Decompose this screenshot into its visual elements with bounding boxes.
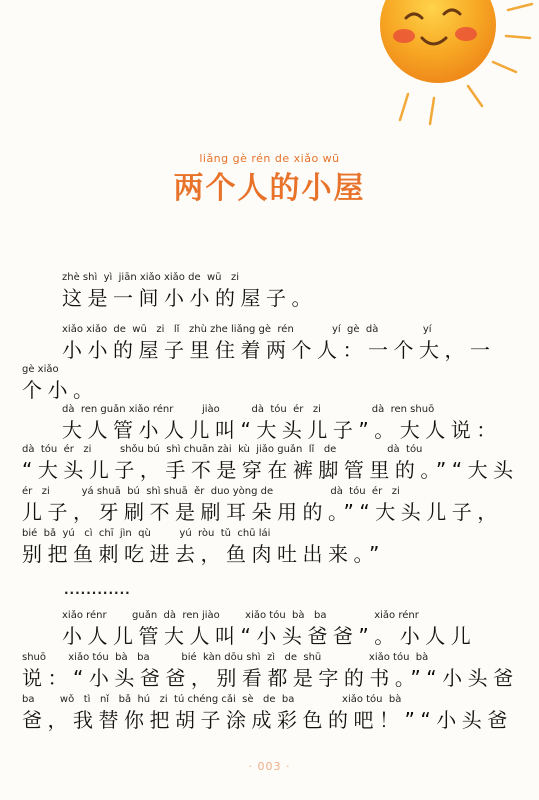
- page-number: · 003 ·: [248, 760, 291, 773]
- line-text: 小人儿管大人叫“小头爸爸”。小人儿: [62, 624, 477, 648]
- story-title: [0, 152, 539, 206]
- line-text: 爸，我替你把胡子涂成彩色的吧！”“小头爸: [22, 708, 513, 732]
- line-text: 小小的屋子里住着两个人：一个大，一: [62, 338, 496, 362]
- line-text: 大人管小人儿叫“大头儿子”。大人说：: [62, 418, 502, 442]
- line-pinyin: zhè shì yì jiān xiǎo xiǎo de wū zi: [62, 272, 240, 283]
- line-text: 个小。: [22, 378, 99, 402]
- title-text: 两个人的小屋: [173, 171, 366, 206]
- line-pinyin: xiǎo xiǎo de wū zi lǐ zhù zhe liǎng gè rén yí gè dà yí: [62, 324, 432, 335]
- line-pinyin: dà ren guǎn xiǎo rénr jiào dà tóu ér zi dà ren shuō: [62, 404, 435, 415]
- line-text: “大头儿子，手不是穿在裤脚管里的。”“大头: [22, 458, 519, 482]
- line-text: 这是一间小小的屋子。: [62, 286, 317, 310]
- line-text: 别把鱼刺吃进去，鱼肉吐出来。”: [22, 542, 385, 566]
- line-text: 儿子，牙刷不是刷耳朵用的。”“大头儿子，: [22, 500, 503, 524]
- line-pinyin: ér zi yá shuā bú shì shuā ěr duo yòng de dà tóu ér zi: [22, 486, 400, 497]
- line-pinyin: bié bǎ yú cì chī jìn qù yú ròu tǔ chū lái: [22, 528, 271, 539]
- line-pinyin: xiǎo rénr guǎn dà ren jiào xiǎo tóu bà ba xiǎo rénr: [62, 610, 419, 621]
- line-text: 说：“小头爸爸，别看都是字的书。”“小头爸: [22, 666, 519, 690]
- line-pinyin: ba wǒ tì nǐ bǎ hú zi tú chéng cǎi sè de ba xiǎo tóu bà: [22, 694, 402, 705]
- title-pinyin: liǎng gè rén de xiǎo wū: [199, 152, 340, 165]
- line-pinyin: shuō xiǎo tóu bà ba bié kàn dōu shì zì de shū xiǎo tóu bà: [22, 652, 429, 663]
- line-pinyin: dà tóu ér zi shǒu bú shì chuān zài kù jiǎo guǎn lǐ de dà tóu: [22, 444, 423, 455]
- line-pinyin: gè xiǎo: [22, 364, 59, 375]
- section-separator: ............: [64, 583, 131, 597]
